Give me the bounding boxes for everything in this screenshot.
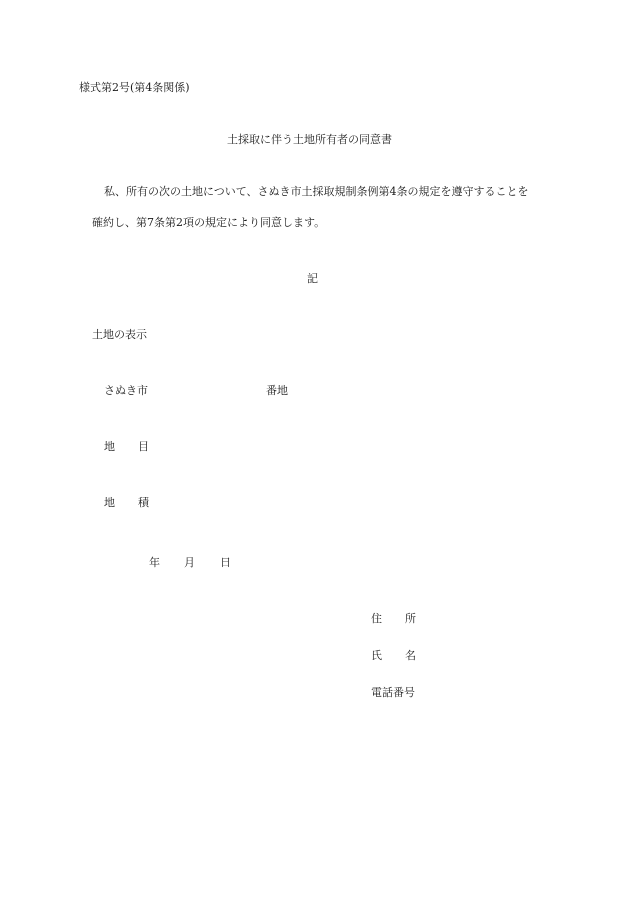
land-category-label-char-1: 地: [104, 440, 115, 453]
banchi-label: 番地: [266, 384, 288, 397]
land-display-heading: 土地の表示: [92, 328, 147, 341]
document-title: 土採取に伴う土地所有者の同意書: [227, 133, 392, 146]
consent-text-line-2: 確約し、第7条第2項の規定により同意します。: [92, 216, 326, 229]
name-label-char-2: 名: [405, 649, 416, 662]
consent-text-line-1: 私、所有の次の土地について、さぬき市土採取規制条例第4条の規定を遵守することを: [104, 185, 529, 198]
land-area-label-char-1: 地: [104, 496, 115, 509]
address-label-char-2: 所: [405, 612, 416, 625]
phone-number-label: 電話番号: [371, 686, 415, 699]
date-year-label: 年: [149, 556, 160, 569]
name-label-char-1: 氏: [371, 649, 382, 662]
date-day-label: 日: [220, 556, 231, 569]
land-area-label-char-2: 積: [138, 496, 149, 509]
date-month-label: 月: [184, 556, 195, 569]
form-number: 様式第2号(第4条関係): [79, 81, 190, 94]
city-label: さぬき市: [104, 384, 148, 397]
address-label-char-1: 住: [371, 612, 382, 625]
ki-heading: 記: [307, 272, 318, 285]
land-category-label-char-2: 目: [138, 440, 149, 453]
